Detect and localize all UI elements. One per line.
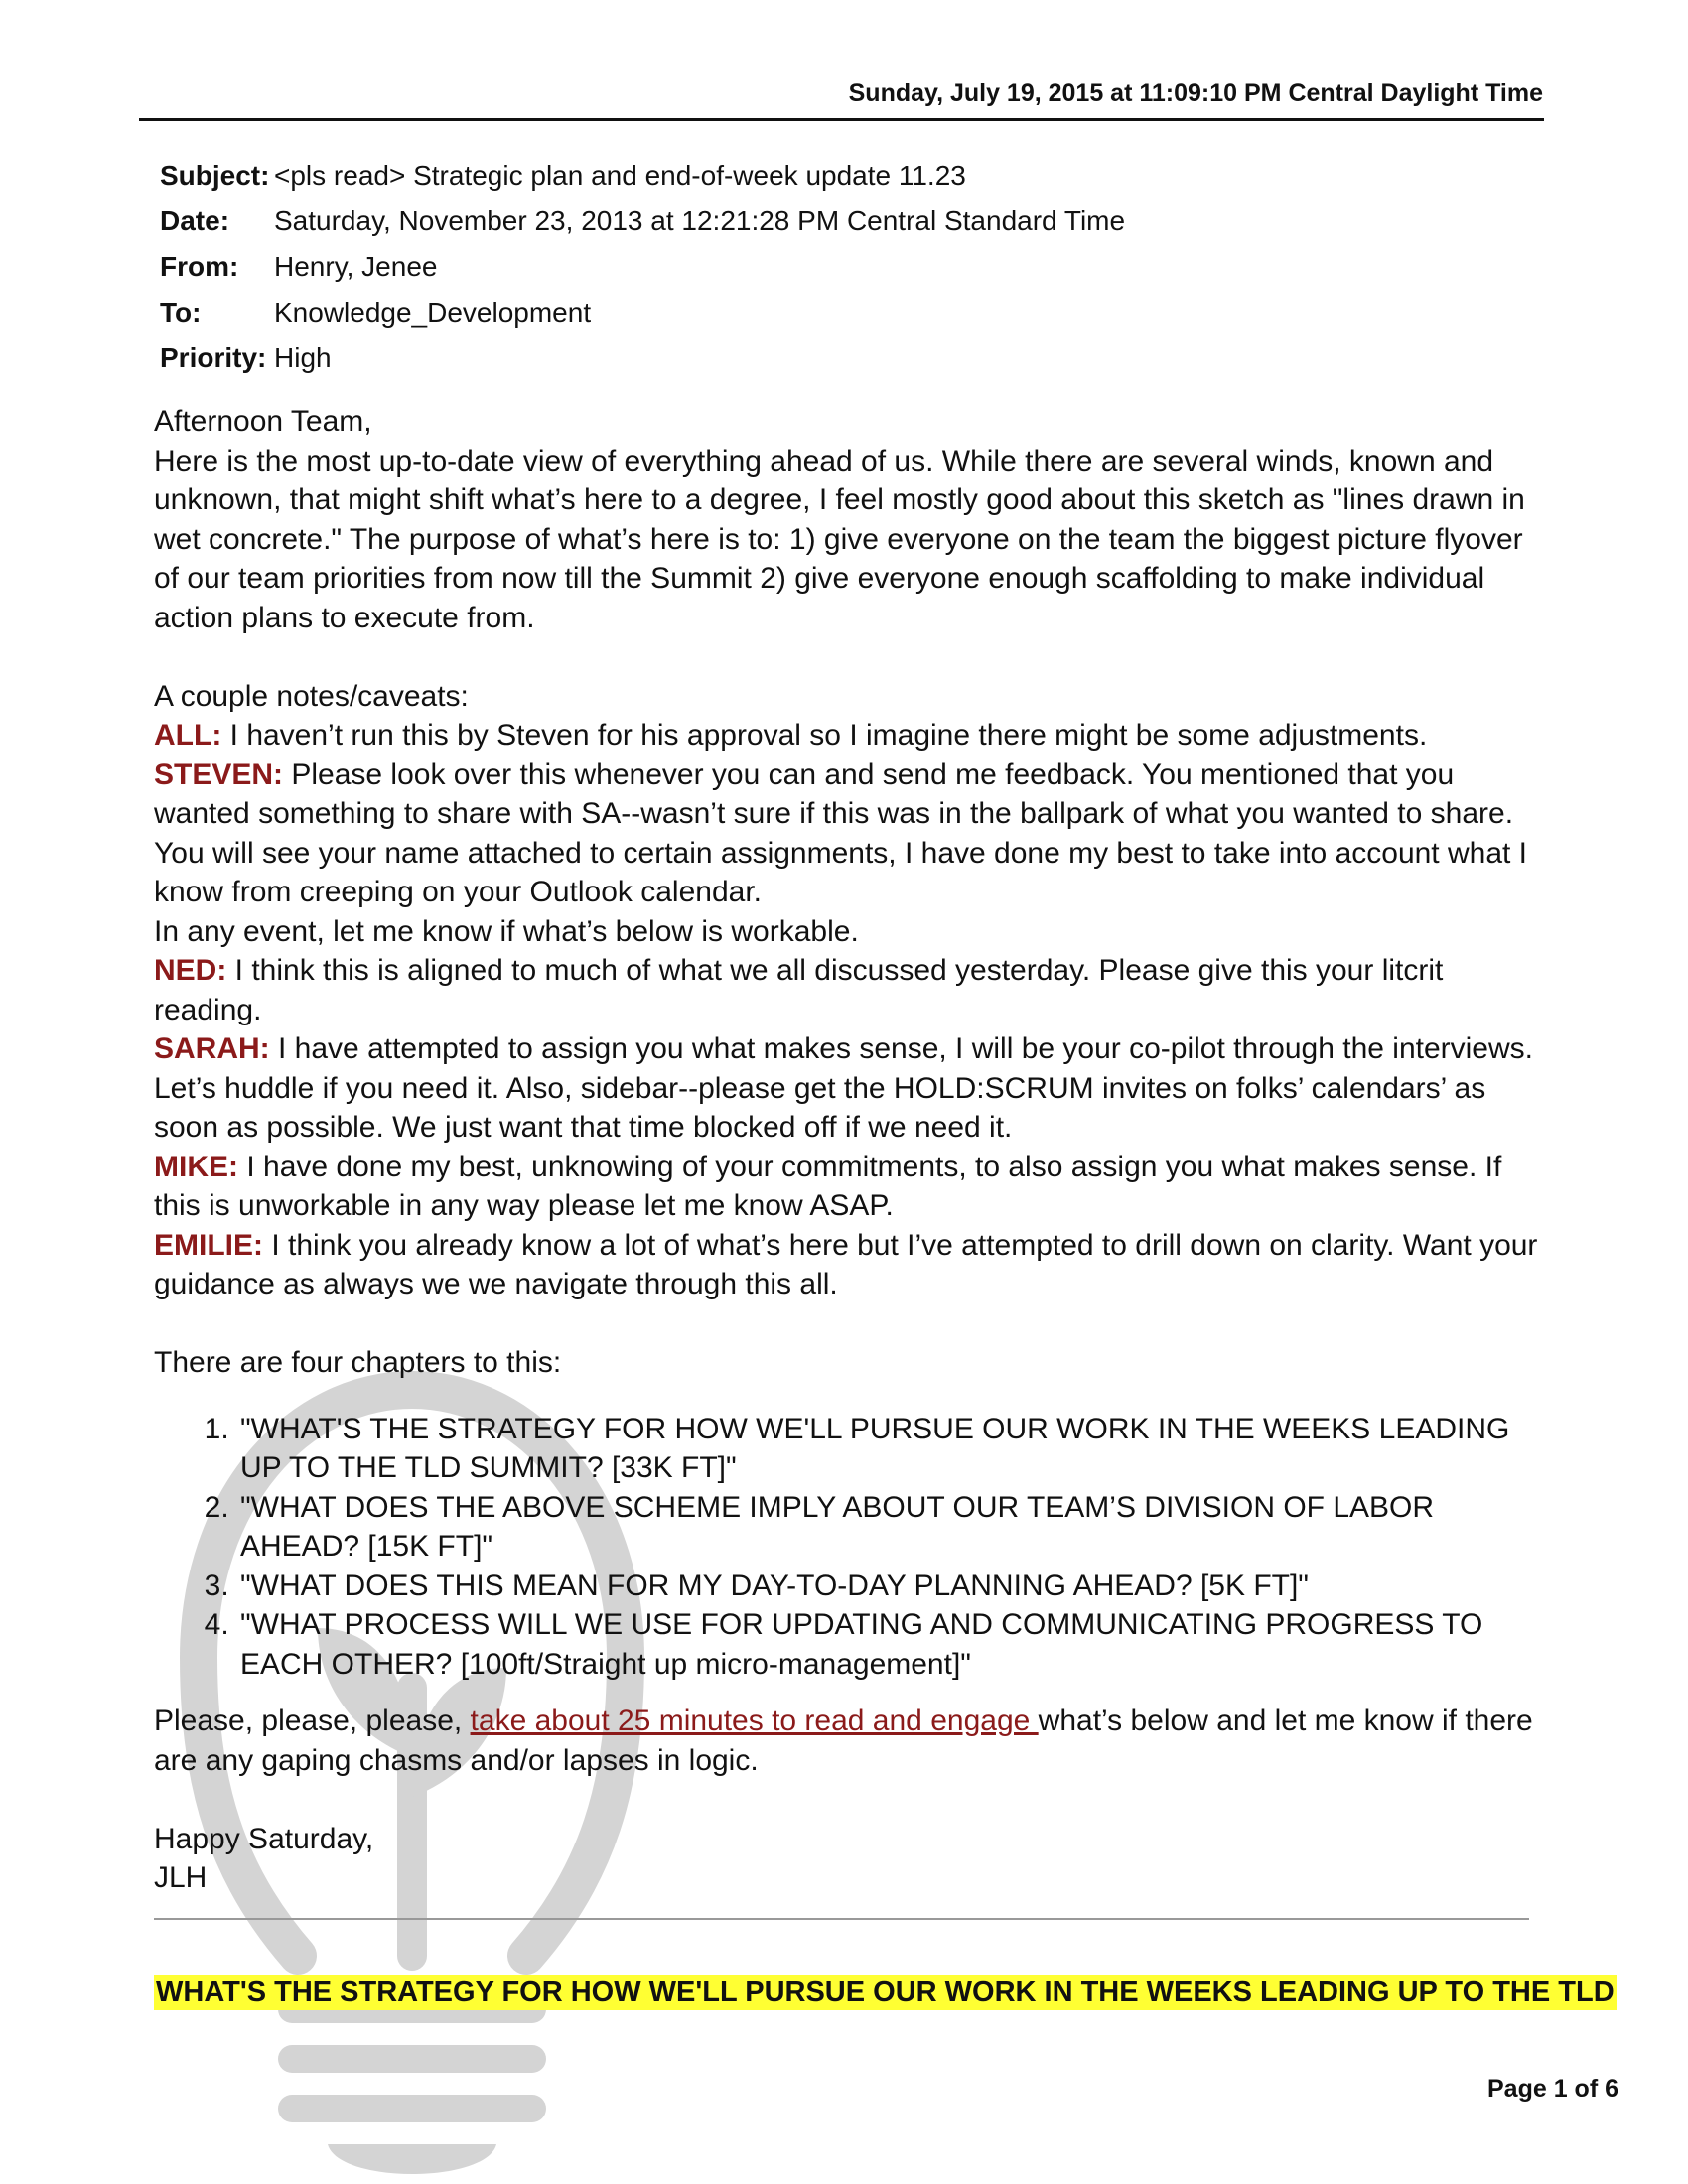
email-body	[154, 402, 1615, 2011]
note-emilie	[154, 1226, 1544, 1304]
priority-value: High	[274, 342, 332, 373]
read-engage-link[interactable]: take about 25 minutes to read and engage	[470, 1705, 1039, 1737]
greeting: Afternoon Team,	[154, 405, 372, 438]
to-label: To:	[160, 297, 202, 328]
chapter-item: 1. "WHAT'S THE STRATEGY FOR HOW WE'LL PURSUE OUR WORK IN THE WEEKS LEADING UP TO THE TLD SUMMIT? [33K FT]"	[237, 1410, 1544, 1488]
note-name: MIKE:	[154, 1150, 238, 1183]
closing-paragraph	[154, 1702, 1544, 1780]
note-text: I have done my best, unknowing of your commitments, to also assign you what makes sense. If this is unworkable in any way please let me know ASAP.	[154, 1150, 1502, 1222]
note-any-event	[154, 912, 1544, 952]
note-name: STEVEN:	[154, 757, 284, 791]
note-steven	[154, 755, 1544, 912]
note-name: ALL:	[154, 719, 222, 751]
header-divider	[139, 118, 1544, 121]
chapter-item: 3. "WHAT DOES THIS MEAN FOR MY DAY-TO-DAY PLANNING AHEAD? [5K FT]"	[237, 1567, 1544, 1606]
from-label: From:	[160, 251, 239, 282]
section-divider	[154, 1918, 1529, 1920]
subject-value: <pls read> Strategic plan and end-of-week update 11.23	[274, 160, 966, 191]
closing-post: what’s below and let me know if there are any gaping chasms and/or lapses in logic.	[154, 1705, 1533, 1777]
from-row	[160, 251, 1125, 297]
to-row	[160, 297, 1125, 342]
note-name: NED:	[154, 954, 227, 987]
page-number: Page 1 of 6	[1487, 2075, 1618, 2103]
note-text: Please look over this whenever you can and send me feedback. You mentioned that you wanted something to share with SA--wasn’t sure if this was in the ballpark of what you wanted to share. You will see your name attached to certain assignments, I have done my best to take into account what I know from creeping on your Outlook calendar.	[154, 757, 1528, 908]
chapter-item: 2. "WHAT DOES THE ABOVE SCHEME IMPLY ABOUT OUR TEAM’S DIVISION OF LABOR AHEAD? [15K FT]"	[237, 1488, 1544, 1567]
note-ned	[154, 951, 1544, 1029]
note-all	[154, 716, 1544, 755]
date-row	[160, 205, 1125, 251]
from-value: Henry, Jenee	[274, 251, 438, 282]
subject-row	[160, 160, 1125, 205]
note-text: I think this is aligned to much of what we all discussed yesterday. Please give this your litcrit reading.	[154, 954, 1444, 1026]
note-text: I have attempted to assign you what makes sense, I will be your co-pilot through the interviews. Let’s huddle if you need it. Also, sidebar--please get the HOLD:SCRUM invites on folks’ calendars’ as soon as possible. We just want that time blocked off if we need it.	[154, 1032, 1533, 1144]
note-text: I haven’t run this by Steven for his approval so I imagine there might be some adjustments.	[221, 719, 1428, 751]
note-name: SARAH:	[154, 1032, 270, 1065]
subject-label: Subject:	[160, 160, 270, 191]
closing-pre: Please, please, please,	[154, 1705, 471, 1737]
note-name: EMILIE:	[154, 1228, 263, 1262]
date-value: Saturday, November 23, 2013 at 12:21:28 PM Central Standard Time	[274, 205, 1126, 236]
chapter-item: 4. "WHAT PROCESS WILL WE USE FOR UPDATING AND COMMUNICATING PROGRESS TO EACH OTHER? [100ft/Straight up micro-management]"	[237, 1605, 1544, 1684]
date-label: Date:	[160, 205, 230, 236]
section-heading: WHAT'S THE STRATEGY FOR HOW WE'LL PURSUE OUR WORK IN THE WEEKS LEADING UP TO THE TLD	[156, 1976, 1615, 2008]
note-text: I think you already know a lot of what’s here but I’ve attempted to drill down on clarity. Want your guidance as always we we navigate through this all.	[154, 1228, 1538, 1300]
note-mike	[154, 1148, 1544, 1226]
priority-row	[160, 342, 1125, 388]
signoff: Happy Saturday,	[154, 1822, 374, 1855]
note-text: In any event, let me know if what’s below is workable.	[154, 914, 859, 948]
to-value: Knowledge_Development	[274, 297, 592, 328]
chapters-list	[154, 1410, 1544, 1685]
notes-heading: A couple notes/caveats:	[154, 679, 469, 713]
intro-paragraph: Here is the most up-to-date view of everything ahead of us. While there are several winds, known and unknown, that might shift what’s here to a degree, I feel mostly good about this sketch as "lines drawn in wet concrete." The purpose of what’s here is to: 1) give everyone on the team the biggest picture flyover of our team priorities from now till the Summit 2) give everyone enough scaffolding to make individual action plans to execute from.	[154, 444, 1525, 634]
priority-label: Priority:	[160, 342, 267, 373]
email-metadata	[160, 160, 1125, 388]
note-sarah	[154, 1029, 1544, 1148]
print-timestamp: Sunday, July 19, 2015 at 11:09:10 PM Central Daylight Time	[848, 79, 1543, 107]
signature: JLH	[154, 1861, 208, 1894]
chapters-intro: There are four chapters to this:	[154, 1346, 562, 1379]
